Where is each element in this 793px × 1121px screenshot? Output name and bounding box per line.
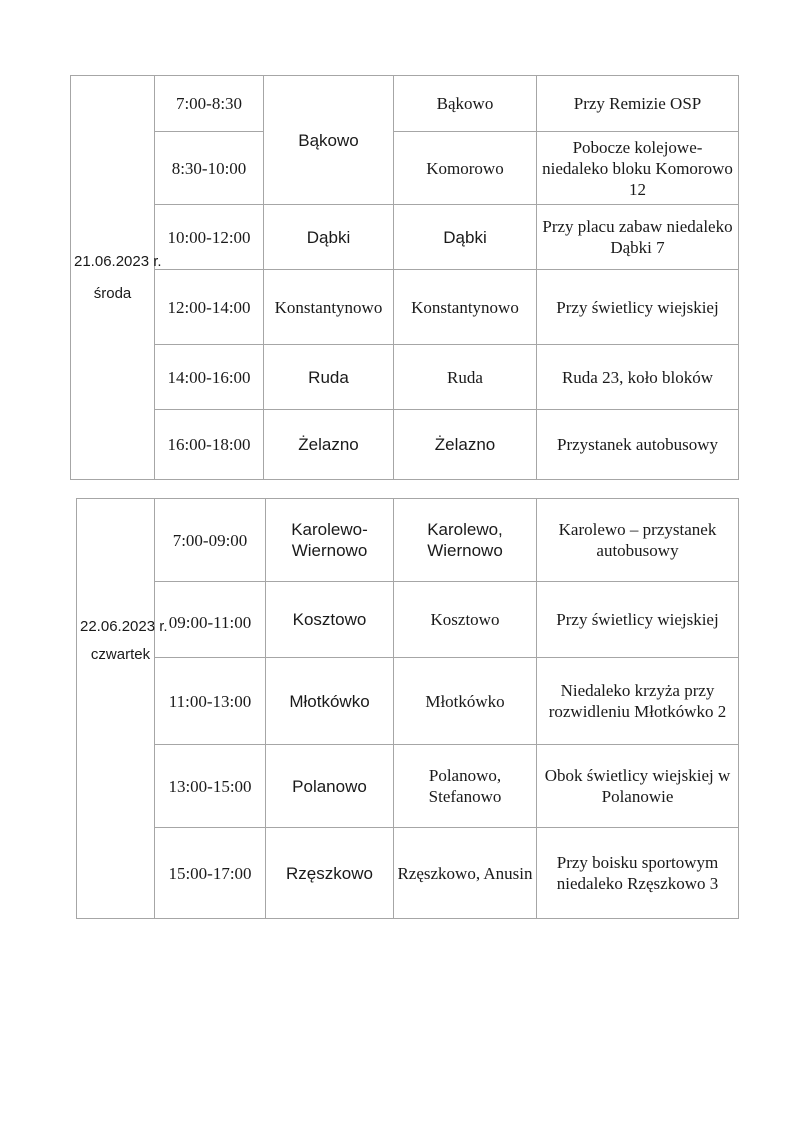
time-cell: 16:00-18:00 xyxy=(155,410,264,480)
village-cell: Ruda xyxy=(264,345,394,410)
locality-cell: Żelazno xyxy=(394,410,537,480)
table-row xyxy=(71,410,739,480)
village-cell: Polanowo xyxy=(266,745,394,828)
table-row xyxy=(71,270,739,345)
locality-cell: Bąkowo xyxy=(394,76,537,132)
table-row xyxy=(77,745,739,828)
village-cell: Żelazno xyxy=(264,410,394,480)
locality-cell: Kosztowo xyxy=(394,582,537,658)
table-row xyxy=(77,499,739,582)
locality-cell: Rzęszkowo, Anusin xyxy=(394,828,537,919)
locality-cell: Polanowo, Stefanowo xyxy=(394,745,537,828)
date-cell xyxy=(77,499,168,919)
place-cell: Pobocze kolejowe- niedaleko bloku Komorowo 12 xyxy=(537,132,739,205)
locality-cell: Komorowo xyxy=(394,132,537,205)
weekday-label: czwartek xyxy=(90,646,151,663)
time-cell: 7:00-09:00 xyxy=(155,499,266,582)
table-row xyxy=(71,205,739,270)
place-cell: Przy Remizie OSP xyxy=(537,76,739,132)
time-cell: 09:00-11:00 xyxy=(155,582,266,658)
village-cell: Rzęszkowo xyxy=(266,828,394,919)
schedule-table-wednesday xyxy=(70,75,739,480)
date-label: 22.06.2023 r. xyxy=(80,618,168,635)
locality-cell: Dąbki xyxy=(394,205,537,270)
village-cell: Młotkówko xyxy=(266,658,394,745)
place-cell: Przystanek autobusowy xyxy=(537,410,739,480)
time-cell: 13:00-15:00 xyxy=(155,745,266,828)
place-cell: Przy świetlicy wiejskiej xyxy=(537,270,739,345)
place-cell: Karolewo – przystanek autobusowy xyxy=(537,499,739,582)
place-cell: Przy placu zabaw niedaleko Dąbki 7 xyxy=(537,205,739,270)
village-cell: Kosztowo xyxy=(266,582,394,658)
weekday-label: środa xyxy=(93,284,132,302)
locality-cell: Ruda xyxy=(394,345,537,410)
locality-cell: Młotkówko xyxy=(394,658,537,745)
table-row xyxy=(77,828,739,919)
time-cell: 8:30-10:00 xyxy=(155,132,264,205)
schedule-table-thursday xyxy=(76,498,739,919)
locality-cell: Konstantynowo xyxy=(394,270,537,345)
time-cell: 11:00-13:00 xyxy=(155,658,266,745)
table-row xyxy=(77,582,739,658)
village-cell: Dąbki xyxy=(264,205,394,270)
time-cell: 7:00-8:30 xyxy=(155,76,264,132)
time-cell: 12:00-14:00 xyxy=(155,270,264,345)
time-cell: 15:00-17:00 xyxy=(155,828,266,919)
place-cell: Przy boisku sportowym niedaleko Rzęszkowo 3 xyxy=(537,828,739,919)
village-cell: Karolewo-Wiernowo xyxy=(266,499,394,582)
place-cell: Ruda 23, koło bloków xyxy=(537,345,739,410)
table-row xyxy=(71,345,739,410)
time-cell: 10:00-12:00 xyxy=(155,205,264,270)
date-cell xyxy=(71,76,162,480)
place-cell: Przy świetlicy wiejskiej xyxy=(537,582,739,658)
place-cell: Niedaleko krzyża przy rozwidleniu Młotkówko 2 xyxy=(537,658,739,745)
time-cell: 14:00-16:00 xyxy=(155,345,264,410)
village-cell: Bąkowo xyxy=(264,76,394,205)
place-cell: Obok świetlicy wiejskiej w Polanowie xyxy=(537,745,739,828)
table-row xyxy=(71,76,739,132)
village-cell: Konstantynowo xyxy=(264,270,394,345)
table-row xyxy=(77,658,739,745)
table-row xyxy=(71,132,739,205)
date-label: 21.06.2023 r. xyxy=(74,252,162,270)
locality-cell: Karolewo, Wiernowo xyxy=(394,499,537,582)
